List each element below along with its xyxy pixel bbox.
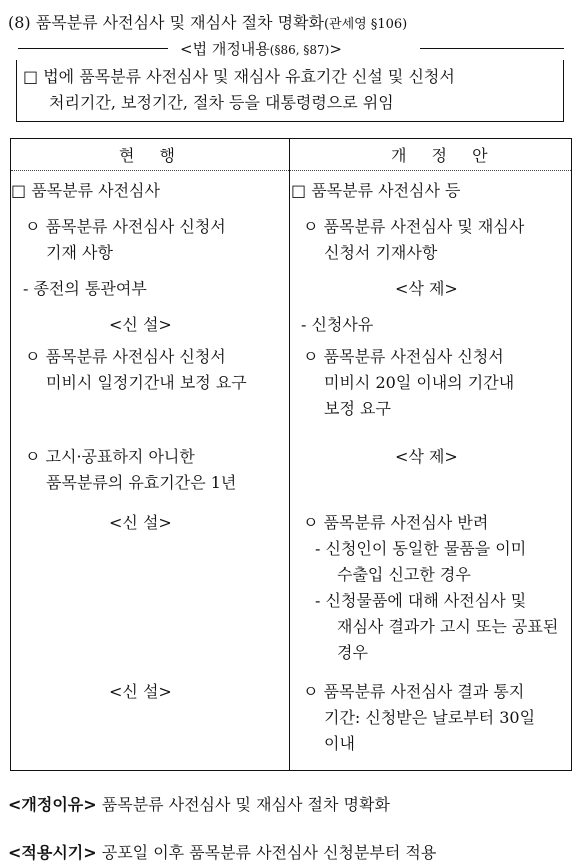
proposed-item-4-sub-1-line-2: 수출입 신고한 경우 bbox=[337, 565, 471, 584]
current-item-2-line-1: ㅇ 품목분류 사전심사 신청서 bbox=[25, 347, 226, 366]
proposed-section-heading: □ 품목분류 사전심사 등 bbox=[291, 181, 461, 200]
proposed-item-1-line-2: 신청서 기재사항 bbox=[324, 243, 438, 262]
proposed-item-1-line-1: ㅇ 품목분류 사전심사 및 재심사 bbox=[303, 217, 525, 236]
proposed-item-4-sub-1-line-1: - 신청인이 동일한 물품을 이미 bbox=[315, 539, 527, 558]
summary-line-2: 처리기간, 보정기간, 절차 등을 대통령령으로 위임 bbox=[49, 93, 394, 112]
header-proposed: 개 정 안 bbox=[391, 146, 498, 165]
current-section-heading: □ 품목분류 사전심사 bbox=[11, 181, 160, 200]
header-rule-left bbox=[18, 48, 168, 49]
proposed-item-1-delete: <삭 제> bbox=[395, 279, 458, 298]
amendment-reason bbox=[8, 792, 390, 815]
current-item-2-line-2: 미비시 일정기간내 보정 요구 bbox=[46, 373, 247, 392]
comparison-table bbox=[10, 138, 572, 771]
proposed-item-2-line-3: 보정 요구 bbox=[324, 399, 391, 418]
section-title bbox=[8, 10, 407, 33]
current-item-3-line-1: ㅇ 고시·공표하지 아니한 bbox=[25, 447, 195, 466]
section-title-main: (8) 품목분류 사전심사 및 재심사 절차 명확화 bbox=[8, 13, 324, 32]
header-rule-right bbox=[420, 48, 564, 49]
table-header-row bbox=[11, 139, 571, 171]
law-amendment-label: <법 개정내용(§86, §87)> bbox=[180, 40, 342, 58]
amendment-reason-tag: <개정이유> bbox=[8, 795, 97, 814]
law-amendment-header bbox=[16, 38, 562, 60]
proposed-item-2-line-1: ㅇ 품목분류 사전심사 신청서 bbox=[303, 347, 504, 366]
proposed-item-4-sub-2-line-1: - 신청물품에 대해 사전심사 및 bbox=[315, 591, 527, 610]
current-item-1-line-1: ㅇ 품목분류 사전심사 신청서 bbox=[25, 217, 226, 236]
proposed-item-5-line-2: 기간: 신청받은 날로부터 30일 bbox=[324, 708, 536, 727]
current-item-1-new: <신 설> bbox=[109, 315, 172, 334]
proposed-item-4-line-1: ㅇ 품목분류 사전심사 반려 bbox=[303, 513, 489, 532]
proposed-item-4-sub-2-line-3: 경우 bbox=[337, 643, 368, 662]
header-current: 현 행 bbox=[119, 146, 185, 165]
current-item-1-line-2: 기재 사항 bbox=[46, 243, 113, 262]
column-divider bbox=[289, 139, 290, 770]
law-amendment-box bbox=[16, 60, 564, 122]
amendment-reason-text: 품목분류 사전심사 및 재심사 절차 명확화 bbox=[101, 795, 390, 814]
effective-date-tag: <적용시기> bbox=[8, 843, 97, 862]
proposed-item-3-delete: <삭 제> bbox=[395, 447, 458, 466]
section-title-ref: (관세영 §106) bbox=[323, 17, 408, 32]
effective-date bbox=[8, 840, 436, 863]
summary-line-1: □ 법에 품목분류 사전심사 및 재심사 유효기간 신설 및 신청서 bbox=[23, 67, 455, 86]
proposed-item-4-sub-2-line-2: 재심사 결과가 고시 또는 공표된 bbox=[337, 617, 559, 636]
effective-date-text: 공포일 이후 품목분류 사전심사 신청분부터 적용 bbox=[101, 843, 437, 862]
proposed-item-5-line-3: 이내 bbox=[324, 734, 355, 753]
current-item-5-new: <신 설> bbox=[109, 682, 172, 701]
current-item-4-new: <신 설> bbox=[109, 513, 172, 532]
current-item-3-line-2: 품목분류의 유효기간은 1년 bbox=[46, 473, 237, 492]
proposed-item-1-sub: - 신청사유 bbox=[301, 315, 374, 334]
proposed-item-2-line-2: 미비시 20일 이내의 기간내 bbox=[324, 373, 515, 392]
current-item-1-sub: - 종전의 통관여부 bbox=[23, 279, 147, 298]
proposed-item-5-line-1: ㅇ 품목분류 사전심사 결과 통지 bbox=[303, 682, 525, 701]
